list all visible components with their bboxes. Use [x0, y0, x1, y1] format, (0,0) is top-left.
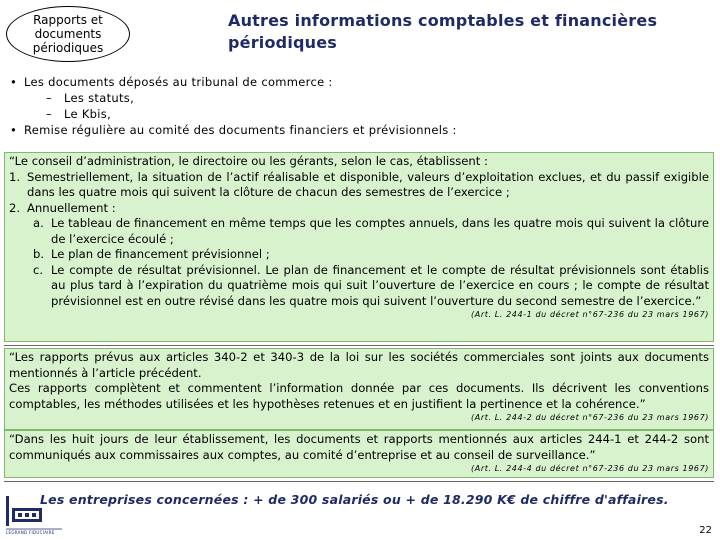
sub-item-letter: a. — [33, 216, 44, 230]
sub-item-text: Le plan de financement prévisionnel ; — [51, 247, 270, 261]
page-title-line1: Autres informations comptables et financières — [228, 11, 658, 30]
numbered-item-1 — [9, 170, 709, 201]
sub-item-c — [9, 263, 709, 310]
sub-item-a — [9, 216, 709, 247]
quote-box-article-244-1 — [4, 152, 714, 342]
sub-item-letter: c. — [33, 262, 44, 277]
sub-item-b — [9, 247, 709, 263]
divider — [4, 481, 714, 482]
section-label: Rapports et documents périodiques — [32, 13, 104, 55]
bullet-item-deposited-docs: • Les documents déposés au tribunal de commerce : — [8, 74, 713, 90]
quote-paragraph: “Dans les huit jours de leur établissement, les documents et rapports mentionnés aux articles 244-1 et 244-2 sont communiqués aux commissaires aux comptes, au comité d’entreprise et au conseil de surveillance.” — [9, 432, 709, 462]
item-text: Semestriellement, la situation de l’actif réalisable et disponible, valeurs d’exploitation exclues, et du passif exigible dans les quatre mois qui suivent la clôture de chacun des semestres de l’exercice ; — [27, 169, 709, 199]
section-label-oval — [6, 6, 130, 62]
quote-box-article-244-4 — [4, 430, 714, 478]
footer-note: Les entreprises concernées : + de 300 salariés ou + de 18.290 K€ de chiffre d'affaires. — [40, 492, 669, 507]
source-citation: (Art. L. 244-2 du décret n°67-236 du 23 mars 1967) — [471, 413, 709, 422]
item-number: 1. — [9, 169, 21, 184]
bullet-list — [8, 74, 713, 138]
sub-item-kbis: – Le Kbis, — [8, 106, 713, 122]
item-number: 2. — [9, 200, 21, 215]
numbered-item-2 — [9, 201, 709, 217]
page-title-line2: périodiques — [228, 33, 338, 52]
sub-item-text: Le tableau de financement en même temps que les comptes annuels, dans les quatre mois qui suivent la clôture de l’exercice écoulé ; — [51, 216, 709, 246]
quote-paragraph: “Les rapports prévus aux articles 340-2 et 340-3 de la loi sur les sociétés commerciales sont joints aux documents mentionnés à l’article précédent. — [9, 350, 709, 380]
item-text: Annuellement : — [27, 200, 116, 215]
quote-paragraph: Ces rapports complètent et commentent l’information donnée par ces documents. Ils décrivent les conventions comptables, les méthodes utilisées et les hypothèses retenues et en justifient la pertinence et la cohérence.” — [9, 381, 709, 411]
page-number: 22 — [699, 525, 712, 536]
source-citation: (Art. L. 244-4 du décret n°67-236 du 23 mars 1967) — [471, 464, 709, 473]
sub-item-letter: b. — [33, 247, 45, 261]
quote-box-article-244-2 — [4, 348, 714, 430]
sub-item-text: Le compte de résultat prévisionnel. Le plan de financement et le compte de résultat prévisionnels sont établis au plus tard à l’expiration du quatrième mois qui suit l’ouverture de l’exercice en cours ; le compte de résultat prévisionnel est en outre révisé dans les quatre mois qui suivent l’ouverture du second semestre de l’exercice.” — [51, 262, 709, 308]
logo-text: LEGRAND FIDUCIAIRE — [6, 530, 55, 535]
sub-item-statutes: – Les statuts, — [8, 90, 713, 106]
divider — [4, 345, 714, 346]
quote-intro: “Le conseil d’administration, le directoire ou les gérants, selon le cas, établissent : — [9, 154, 488, 168]
page-title — [228, 10, 708, 54]
source-citation: (Art. L. 244-1 du décret n°67-236 du 23 mars 1967) — [471, 310, 709, 319]
bullet-item-committee-docs: • Remise régulière au comité des documents financiers et prévisionnels : — [8, 122, 713, 138]
